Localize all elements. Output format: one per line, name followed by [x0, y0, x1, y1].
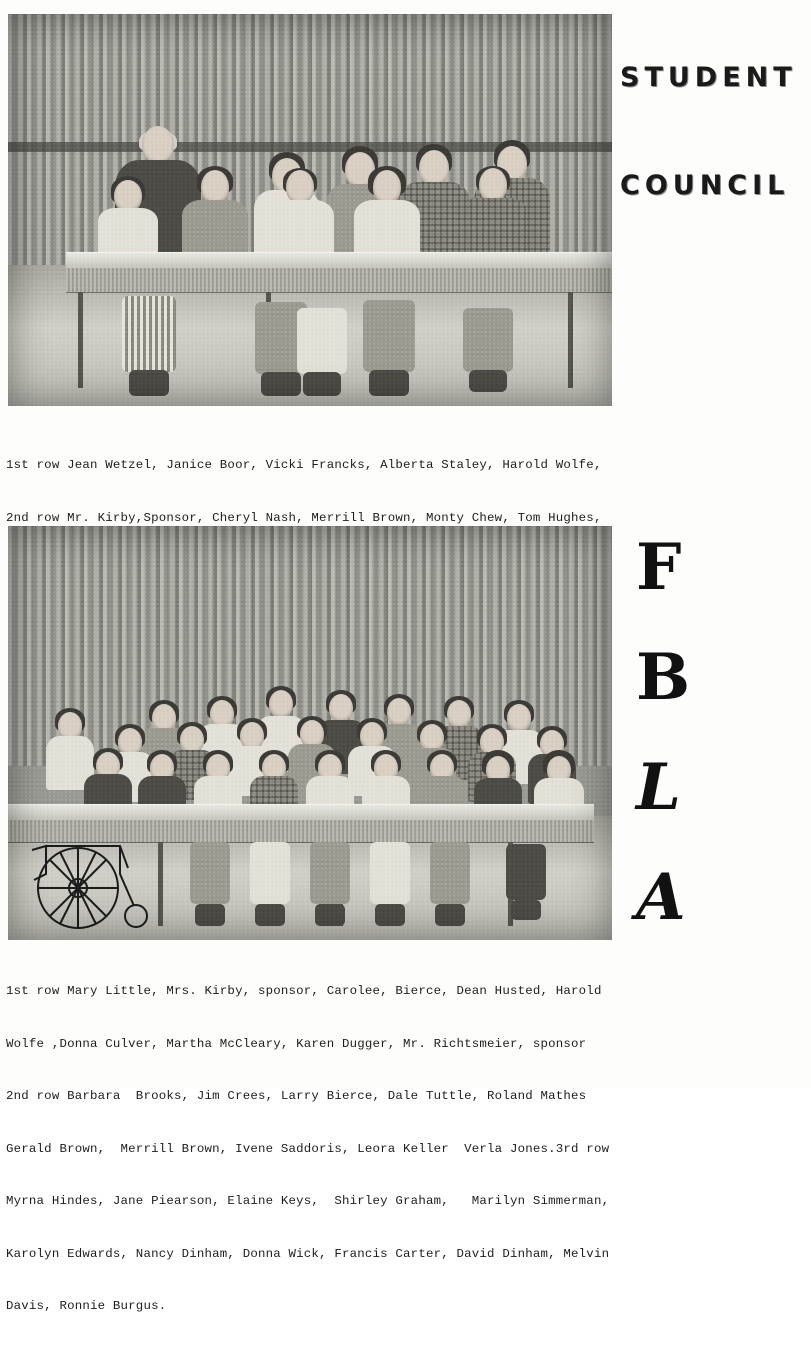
- seated-legs-a: [188, 830, 232, 926]
- person-front-1: [96, 172, 160, 256]
- caption-line: 1st row Jean Wetzel, Janice Boor, Vicki Francks, Alberta Staley, Harold Wolfe,: [6, 458, 602, 472]
- table-leg-right: [568, 292, 573, 388]
- caption-line: Gerald Brown, Merrill Brown, Ivene Saddoris, Leora Keller Verla Jones.3rd row: [6, 1141, 610, 1156]
- seated-legs-1: [120, 284, 178, 396]
- fbla-caption: [6, 948, 609, 1351]
- wheelchair-icon: [16, 830, 166, 936]
- caption-line: Karolyn Edwards, Nancy Dinham, Donna Wick, Francis Carter, David Dinham, Melvin: [6, 1246, 610, 1261]
- fbla-group-photo: [8, 526, 612, 940]
- fbla-letter-a: A: [636, 860, 686, 935]
- caption-line: Davis, Ronnie Burgus.: [6, 1299, 167, 1313]
- caption-line: 2nd row Barbara Brooks, Jim Crees, Larry Bierce, Dale Tuttle, Roland Mathes: [6, 1089, 587, 1103]
- person-mid-2: [264, 160, 336, 256]
- caption-line: 1st row Mary Little, Mrs. Kirby, sponsor, Carolee, Bierce, Dean Husted, Harold: [6, 984, 602, 998]
- seated-legs-b: [248, 830, 292, 926]
- seated-legs-4: [360, 286, 418, 396]
- student-council-group-photo: [8, 14, 612, 406]
- seated-legs-d: [368, 830, 412, 926]
- fbla-letter-b: B: [636, 640, 691, 715]
- heading-student: STUDENT: [620, 62, 797, 93]
- seated-legs-c: [308, 830, 352, 926]
- seated-legs-5: [460, 296, 516, 392]
- seated-legs-3: [294, 292, 350, 396]
- caption-line: 2nd row Mr. Kirby,Sponsor, Cheryl Nash, Merrill Brown, Monty Chew, Tom Hughes,: [6, 510, 602, 525]
- seated-legs-e: [428, 830, 472, 926]
- person-mid-1: [180, 160, 250, 256]
- person-mid-4: [456, 158, 530, 256]
- heading-council: COUNCIL: [620, 170, 790, 201]
- caption-line: Myrna Hindes, Jane Piearson, Elaine Keys, Shirley Graham, Marilyn Simmerman,: [6, 1194, 610, 1208]
- person-mid-3: [352, 160, 422, 256]
- fbla-letter-l: L: [636, 750, 681, 825]
- fbla-letter-f: F: [636, 530, 682, 605]
- table-leg-left: [78, 292, 83, 388]
- caption-line: Wolfe ,Donna Culver, Martha McCleary, Karen Dugger, Mr. Richtsmeier, sponsor: [6, 1036, 587, 1051]
- seated-legs-f: [504, 834, 548, 920]
